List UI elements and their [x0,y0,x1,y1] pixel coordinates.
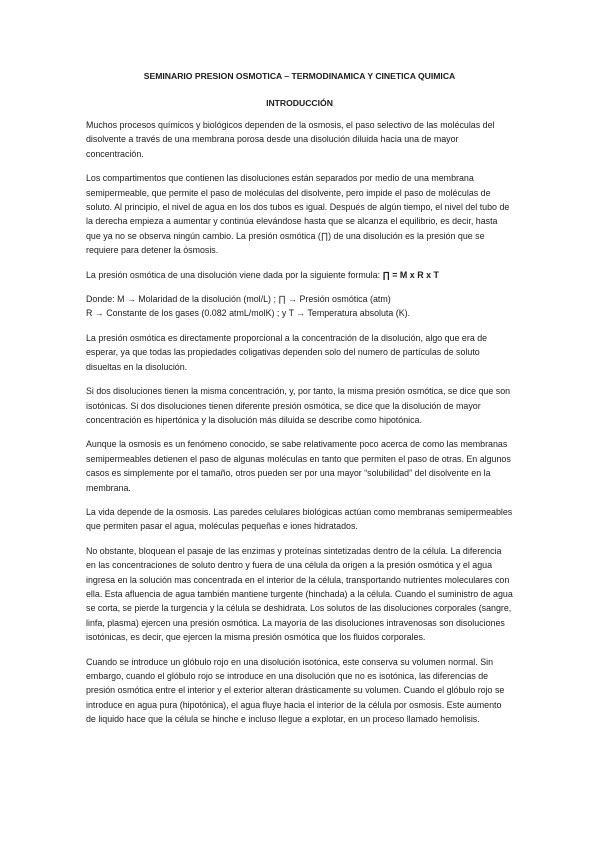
formula-intro-text: La presión osmótica de una disolución viene dada por la siguiente formula: [86,269,383,280]
paragraph-8: La vida depende de la osmosis. Las paredes celulares biológicas actúan como membranas semipermeables que permiten pasar el agua, moléculas pequeñas e iones hidratados. [86,506,513,532]
section-heading: INTRODUCCIÓN [266,98,333,108]
paragraph-1: Muchos procesos químicos y biológicos dependen de la osmosis, el paso selectivo de las moléculas del disolvente a través de una membrana porosa desde una disolución diluida hacia una de mayor concentración. [86,120,495,159]
document-title: SEMINARIO PRESION OSMOTICA – TERMODINAMICA Y CINETICA QUIMICA [143,71,456,81]
formula-legend [86,292,513,321]
paragraph-3 [86,268,513,282]
formula-legend-line-1: Donde: M → Molaridad de la disolución (mol/L) ; ∏ → Presión osmótica (atm) [86,294,391,305]
paragraph-5: La presión osmótica es directamente proporcional a la concentración de la disolución, algo que era de esperar, ya que todas las propiedades coligativas dependen solo del numero de partículas de soluto disueltas en la disolución. [86,332,488,372]
paragraph-7: Aunque la osmosis es un fenómeno conocido, se sabe relativamente poco acerca de como las membranas semipermeables detienen el paso de algunas moléculas en tanto que permiten el paso de otras. En algunos casos es simplemente por el tamaño, otros pueden ser por una mayor “solubilidad” del disolvente en la membrana. [86,439,511,493]
osmotic-pressure-formula: ∏ = M x R x T [382,269,439,280]
paragraph-10: Cuando se introduce un glóbulo rojo en una disolución isotónica, este conserva su volumen normal. Sin embargo, cuando el glóbulo rojo se introduce en una disolución que no es isotónica, las diferencias de presión osmótica entre el interior y el exterior alteran drásticamente su volumen. Cuando el glóbulo rojo se introduce en agua pura (hipotónica), el agua fluye hacia el interior de la célula por osmosis. Este aumento de liquido hace que la célula se hinche e incluso llegue a explotar, en un proceso llamado hemolisis. [86,656,505,725]
paragraph-6: Si dos disoluciones tienen la misma concentración, y, por tanto, la misma presión osmótica, se dice que son isotónicas. Si dos disoluciones tienen diferente presión osmótica, se dice que la disolución de mayor concentración es hipertónica y la disolución más diluida se describe como hipotónica. [86,386,511,425]
formula-legend-line-2: R → Constante de los gases (0.082 atmL/molK) ; y T → Temperatura absoluta (K). [86,308,411,319]
paragraph-2: Los compartimentos que contienen las disoluciones están separados por medio de una membrana semipermeable, que permite el paso de moléculas del disolvente, pero impide el paso de moléculas de soluto. Al principio, el nivel de agua en los dos tubos es igual. Después de algún tiempo, el nivel del tubo de la derecha empieza a aumentar y continúa elevándose hasta que se alcanza el equilibrio, es decir, hasta que ya no se observa ningún cambio. La presión osmótica (∏) de una disolución es la presión que se requiere para detener la ósmosis. [86,173,510,256]
paragraph-9: No obstante, bloquean el pasaje de las enzimas y proteínas sintetizadas dentro de la célula. La diferencia en las concentraciones de soluto dentro y fuera de una célula da origen a la presión osmótica y el agua ingresa en la solución mas concentrada en el interior de la célula, transportando nutrientes moleculares con ella. Esta afluencia de agua también mantiene turgente (hinchada) a la célula. Cuando el suministro de agua se corta, se pierde la turgencia y la célula se deshidrata. Los solutos de las disoluciones corporales (sangre, linfa, plasma) ejercen una presión osmótica. La mayoría de las disoluciones intravenosas son disoluciones isotónicas, es decir, que ejercen la misma presión osmótica que los fluidos corporales. [86,545,513,643]
